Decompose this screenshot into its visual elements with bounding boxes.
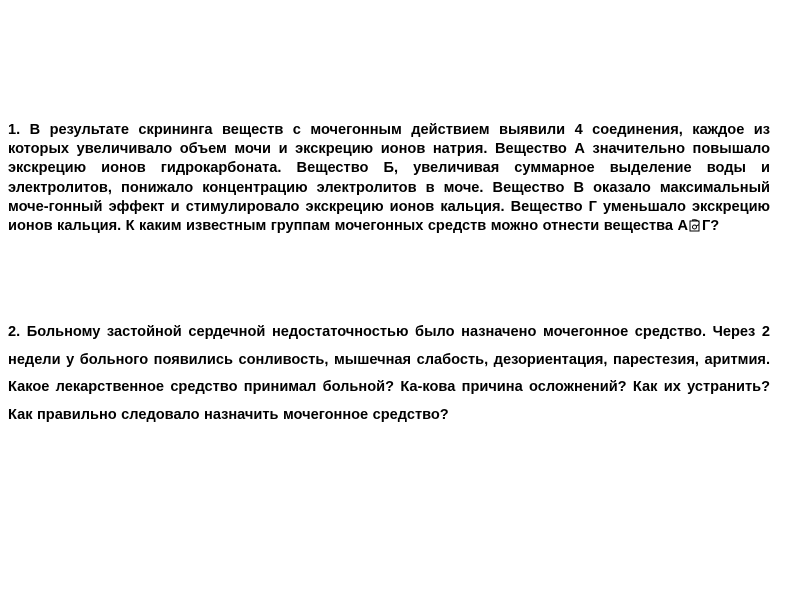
task-2-text: Больному застойной сердечной недостаточностью было назначено мочегонное средство. Через 2 недели у больного появились сонливость, мышечная слабость, дезориентация, парестезия, аритмия. Какое лекарственное средство принимал больной? Ка-кова причина осложнений? Как их устранить? Как правильно следовало назначить мочегонное средство? <box>8 324 770 423</box>
task-2-number: 2. <box>8 324 21 340</box>
task-1-number: 1. <box>8 122 21 138</box>
task-1 <box>8 121 770 236</box>
task-2 <box>8 319 770 429</box>
missing-glyph-icon <box>689 219 701 232</box>
task-1-text: В результате скрининга веществ с мочегонным действием выявили 4 соединения, каждое из которых увеличивало объем мочи и экскрецию ионов натрия. Вещество А значительно повышало экскрецию ионов гидрокарбоната. Вещество Б, увеличивая суммарное выделение воды и электролитов, понижало концентрацию электролитов в моче. Вещество В оказало максимальный моче-гонный эффект и стимулировало экскрецию ионов кальция. Вещество Г уменьшало экскрецию ионов кальция. К каким известным группам мочегонных средств можно отнести вещества А <box>8 122 771 235</box>
task-1-text-end: Г? <box>702 218 720 235</box>
